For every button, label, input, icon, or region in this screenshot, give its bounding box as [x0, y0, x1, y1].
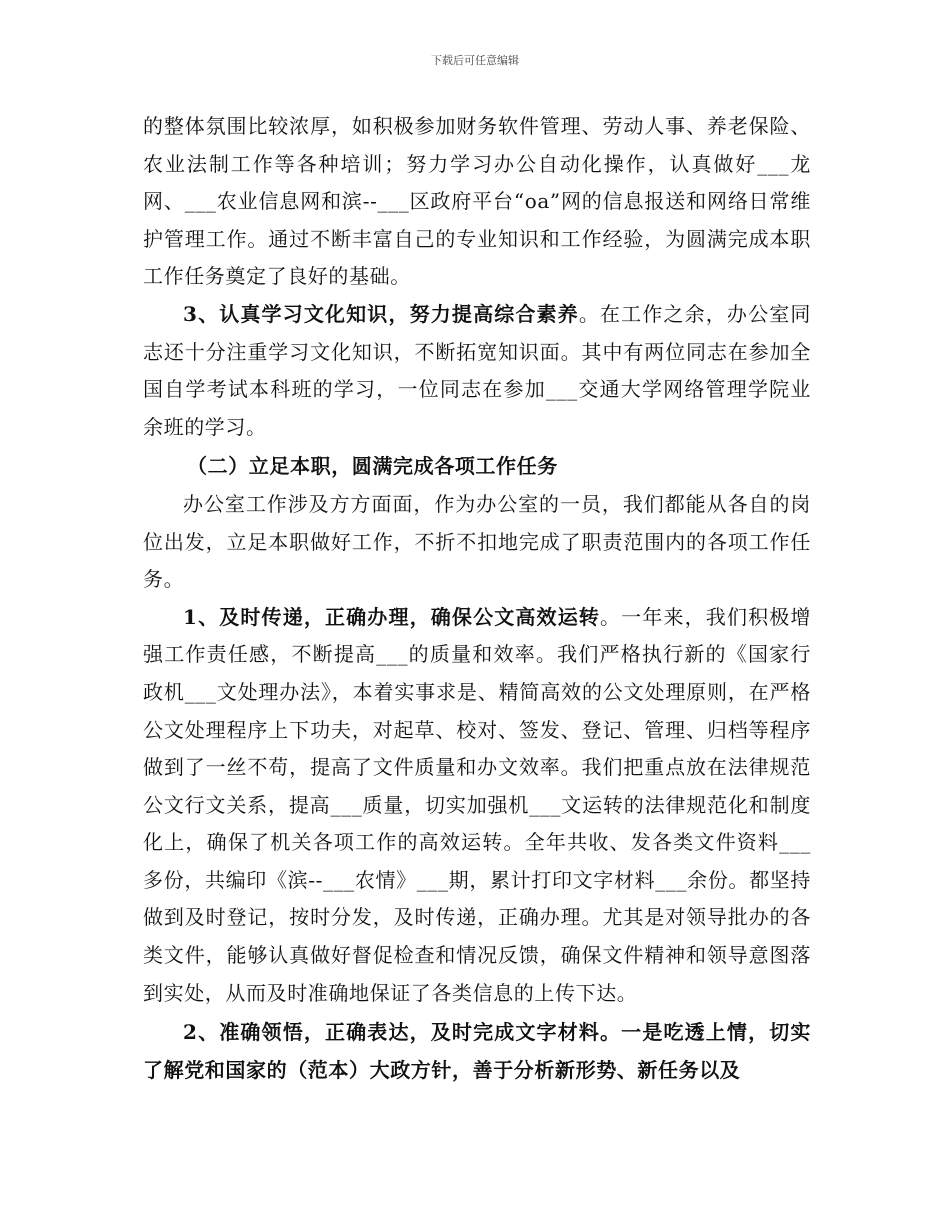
paragraph-text: 。一年来，我们积极增强工作责任感，不断提高___的质量和效率。我们严格执行新的《国家行政机___文处理办法》，本着实事求是、精简高效的公文处理原则，在严格公文处理程序上下功夫，对起草、校对、签发、登记、管理、归档等程序做到了一丝不苟，提高了文件质量和办文效率。我们把重点放在法律规范公文行文关系，提高___质量，切实加强机___文运转的法律规范化和制度化上，确保了机关各项工作的高效运转。全年共收、发各类文件资料___多份，共编印《滨--___农情》___期，累计打印文字材料___余份。都坚持做到及时登记，按时分发，及时传递，正确办理。尤其是对领导批办的各类文件，能够认真做好督促检查和情况反馈，确保文件精神和领导意图落到实处，从而及时准确地保证了各类信息的上传下达。 — [143, 604, 812, 1005]
paragraph-lead-bold: 3、认真学习文化知识，努力提高综合素养 — [183, 301, 579, 326]
paragraph-text: 。在工作之余，办公室同志还十分注重学习文化知识，不断拓宽知识面。其中有两位同志在参加全国自学考试本科班的学习，一位同志在参加___交通大学网络管理学院业余班的学习。 — [143, 301, 811, 439]
document-body — [143, 108, 811, 1089]
paragraph-text: 2、准确领悟，正确表达，及时完成文字材料。一是吃透上情，切实了解党和国家的（范本）大政方针，善于分析新形势、新任务以及 — [143, 1020, 811, 1082]
page-header: 下载后可任意编辑 — [431, 54, 519, 67]
paragraph-lead-bold: 1、及时传递，正确办理，确保公文高效运转 — [183, 604, 601, 629]
paragraph-office-work — [143, 486, 811, 599]
paragraph-document-handling — [143, 599, 811, 1013]
paragraph-written-materials — [143, 1014, 811, 1089]
paragraph-training — [143, 108, 811, 296]
section-heading: （二）立足本职，圆满完成各项工作任务 — [187, 454, 558, 479]
paragraph-text: 的整体氛围比较浓厚，如积极参加财务软件管理、劳动人事、养老保险、农业法制工作等各种培训；努力学习办公自动化操作，认真做好___龙网、___农业信息网和滨--___区政府平台“oa”网的信息报送和网络日常维护管理工作。通过不断丰富自己的专业知识和工作经验，为圆满完成本职工作任务奠定了良好的基础。 — [143, 114, 811, 289]
paragraph-study-culture — [143, 296, 811, 446]
paragraph-text: 办公室工作涉及方方面面，作为办公室的一员，我们都能从各自的岗位出发，立足本职做好工作，不折不扣地完成了职责范围内的各项工作任务。 — [143, 491, 811, 592]
